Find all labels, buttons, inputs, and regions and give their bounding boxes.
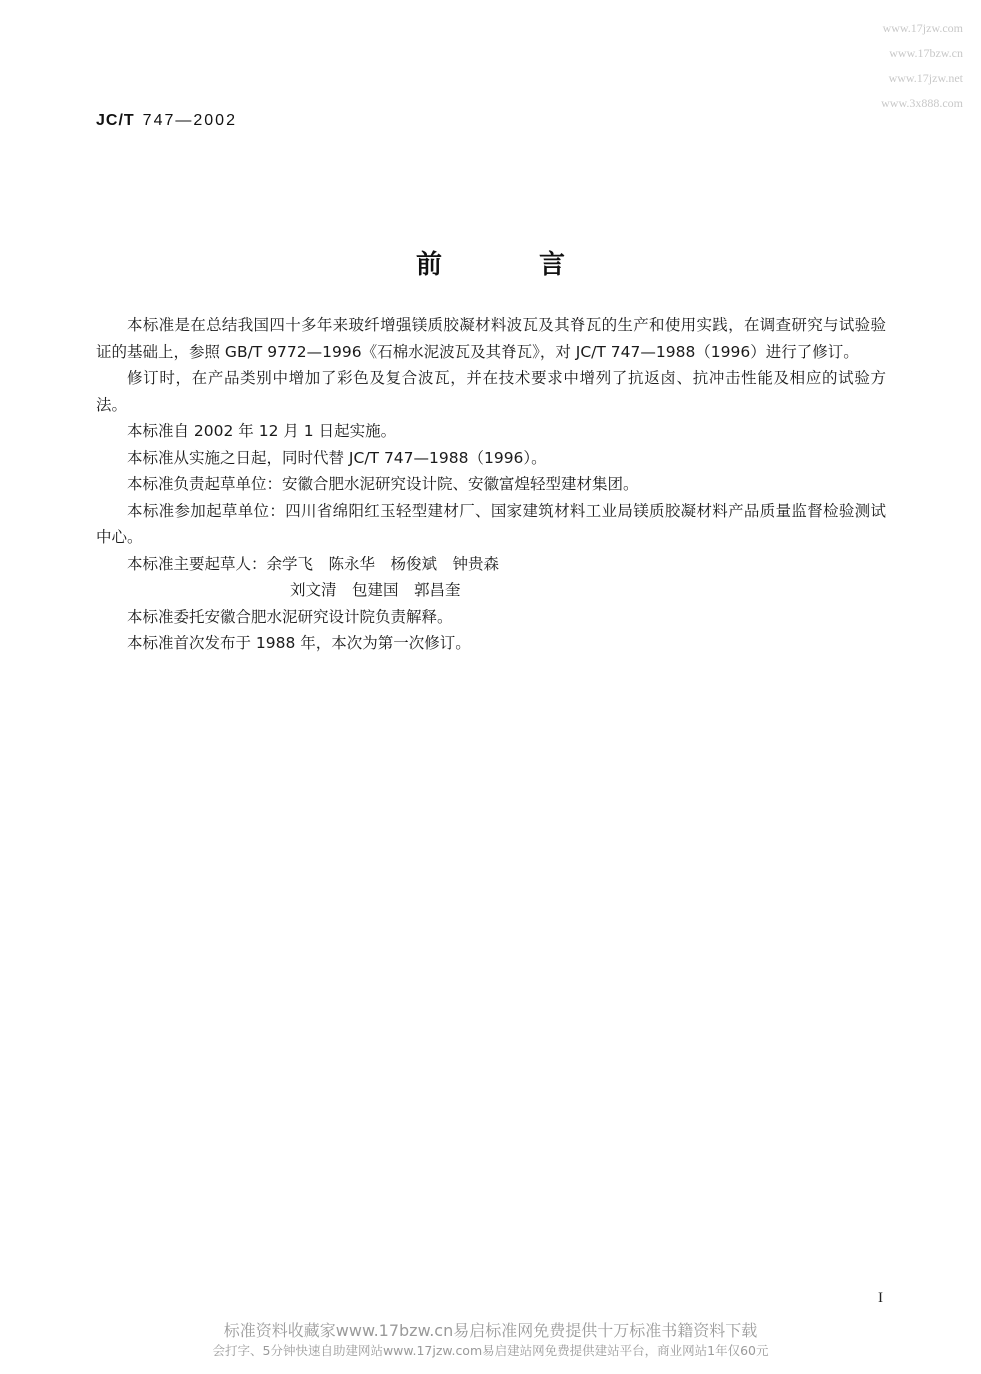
watermark-line: www.3x888.com — [881, 96, 963, 110]
watermark-line: www.17jzw.com — [882, 21, 963, 35]
footer-banner — [0, 1320, 981, 1360]
page-title: 前 言 — [415, 250, 610, 280]
drafters-line: 本标准主要起草人：余学飞 陈永华 杨俊斌 钟贵森 — [127, 554, 500, 573]
footer-line: 会打字、5分钟快速自助建网站www.17jzw.com易启建站网免费提供建站平台，商业网站1年仅60元 — [212, 1343, 769, 1358]
paragraph: 本标准自 2002 年 12 月 1 日起实施。 — [127, 422, 397, 440]
paragraph: 本标准参加起草单位：四川省绵阳红玉轻型建材厂、国家建筑材料工业局镁质胶凝材料产品质量监督检验测试中心。 — [96, 501, 886, 546]
drafters-line-continued: 刘文清 包建国 郭昌奎 — [290, 581, 461, 599]
paragraph: 本标准首次发布于 1988 年，本次为第一次修订。 — [127, 634, 471, 652]
document-code-number: 747—2002 — [142, 112, 237, 129]
paragraph: 修订时，在产品类别中增加了彩色及复合波瓦，并在技术要求中增列了抗返卤、抗冲击性能及相应的试验方法。 — [96, 369, 886, 414]
paragraph: 本标准负责起草单位：安徽合肥水泥研究设计院、安徽富煌轻型建材集团。 — [127, 475, 639, 493]
page-number: I — [878, 1290, 883, 1306]
document-code — [96, 112, 237, 130]
paragraph: 本标准委托安徽合肥水泥研究设计院负责解释。 — [127, 607, 453, 626]
foreword-body — [96, 312, 886, 657]
document-code-prefix: JC/T — [96, 112, 135, 129]
watermark-line: www.17bzw.cn — [889, 46, 963, 60]
watermark-urls — [881, 16, 963, 116]
footer-line: 标准资料收藏家www.17bzw.cn易启标准网免费提供十万标准书籍资料下载 — [223, 1321, 758, 1340]
watermark-line: www.17jzw.net — [888, 71, 963, 85]
paragraph: 本标准是在总结我国四十多年来玻纤增强镁质胶凝材料波瓦及其脊瓦的生产和使用实践，在调查研究与试验验证的基础上，参照 GB/T 9772—1996《石棉水泥波瓦及其脊瓦》，对 JC/T 747—1988（1996）进行了修订。 — [96, 316, 886, 361]
paragraph: 本标准从实施之日起，同时代替 JC/T 747—1988（1996）。 — [127, 448, 547, 467]
